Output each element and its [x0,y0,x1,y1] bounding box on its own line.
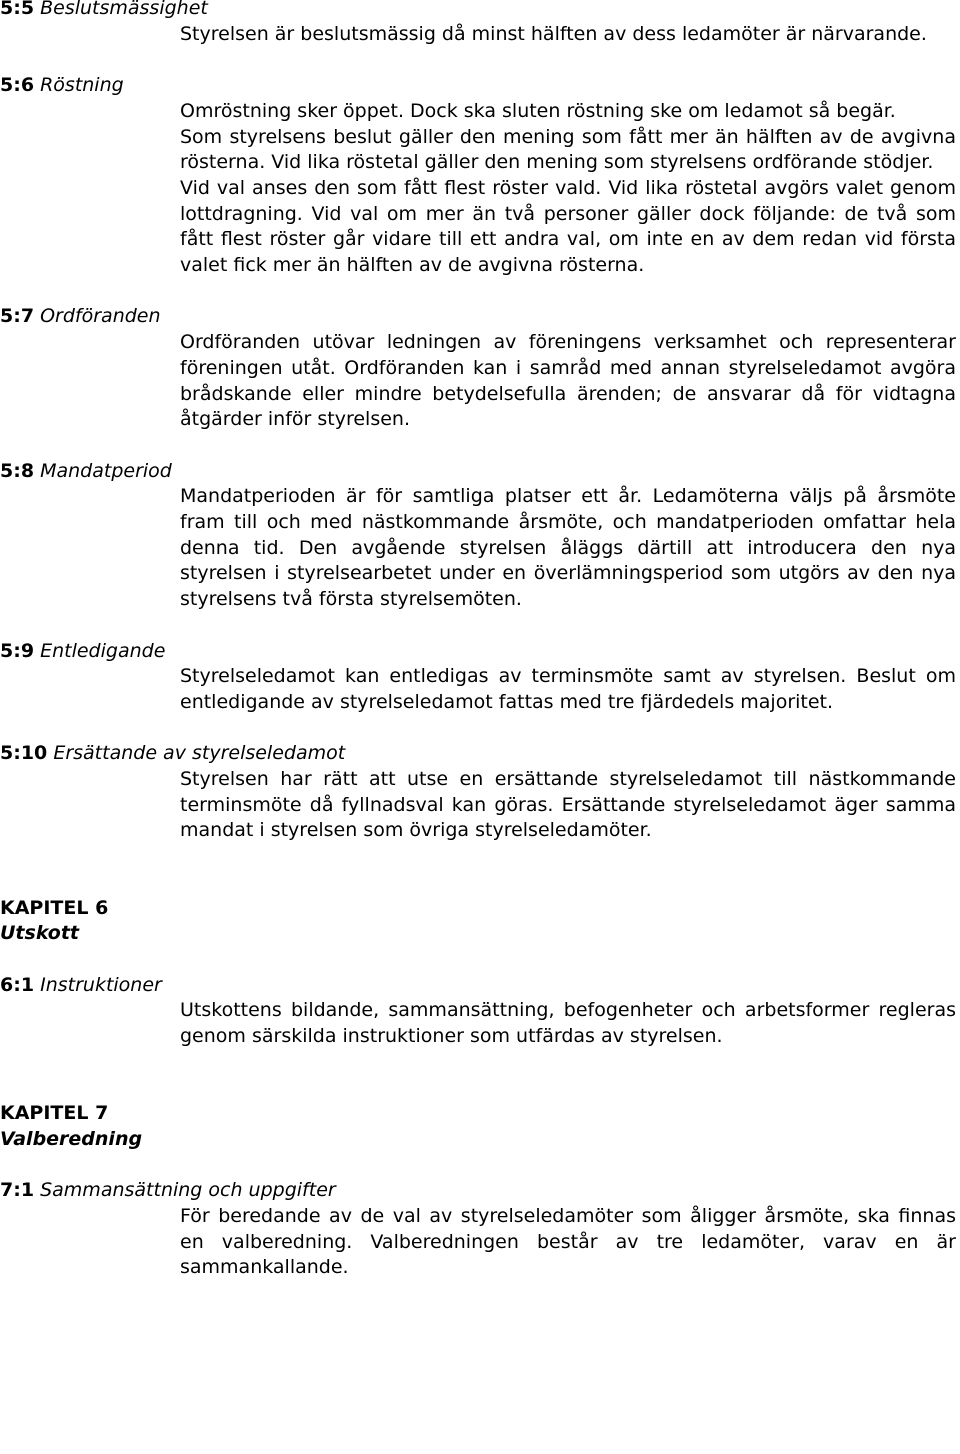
section-number: 5:10 [0,742,48,765]
paragraph: Styrelsen är beslutsmässig då minst hälften av dess ledamöter är närvarande. [180,22,927,45]
section-number: 7:1 [0,1179,35,1202]
section-5-10 [0,741,960,844]
section-title: Röstning [40,74,124,97]
paragraph: Styrelseledamot kan entledigas av terminsmöte samt av styrelsen. Beslut om entledigande av styrelseledamot fattas med tre fjärdedels majoritet. [180,665,956,713]
chapter-heading-7 [0,1101,960,1152]
section-5-6 [0,73,960,279]
section-body [180,484,956,613]
section-heading [0,1178,960,1204]
section-title: Mandatperiod [40,459,172,482]
section-number: 5:6 [0,74,35,97]
section-heading [0,741,960,767]
chapter-title: Valberedning [0,1127,143,1150]
section-heading [0,639,960,665]
section-number: 5:5 [0,0,35,19]
section-heading [0,973,960,999]
section-6-1 [0,973,960,1050]
chapter-number: KAPITEL 6 [0,896,109,919]
section-body [180,22,956,48]
paragraph: Vid val anses den som fått flest röster vald. Vid lika röstetal avgörs valet genom lottdragning. Vid val om mer än två personer gäller dock följande: de två som fått flest röster går vidare till ett andra val, om inte en av dem redan vid första valet fick mer än hälften av de avgivna rösterna. [180,176,956,277]
section-5-9 [0,639,960,716]
section-5-7 [0,304,960,433]
section-title: Instruktioner [40,973,162,996]
chapter-number: KAPITEL 7 [0,1102,109,1125]
section-title: Sammansättning och uppgifter [40,1179,336,1202]
chapter-title: Utskott [0,922,79,945]
section-title: Ordföranden [40,305,161,328]
paragraph: Omröstning sker öppet. Dock ska sluten röstning ske om ledamot så begär. [180,99,896,122]
section-5-8 [0,459,960,613]
section-title: Beslutsmässighet [40,0,208,19]
section-heading [0,304,960,330]
paragraph: Ordföranden utövar ledningen av föreningens verksamhet och representerar föreningen utåt. Ordföranden kan i samråd med annan styrelseledamot avgöra brådskande eller mindre betydelsefulla ärenden; de ansvarar då för vidtagna åtgärder inför styrelsen. [180,331,956,431]
section-heading [0,0,960,22]
section-body [180,767,956,844]
chapter-heading-6 [0,896,960,947]
paragraph: Utskottens bildande, sammansättning, befogenheter och arbetsformer regleras genom särskilda instruktioner som utfärdas av styrelsen. [180,999,956,1047]
paragraph: För beredande av de val av styrelseledamöter som åligger årsmöte, ska finnas en valberedning. Valberedningen består av tre ledamöter, varav en är sammankallande. [180,1204,956,1279]
section-body [180,664,956,715]
paragraph: Som styrelsens beslut gäller den mening som fått mer än hälften av de avgivna rösterna. Vid lika röstetal gäller den mening som styrelsens ordförande stödjer. [180,125,956,174]
section-number: 6:1 [0,973,35,996]
section-title: Ersättande av styrelseledamot [53,742,346,765]
section-number: 5:9 [0,639,35,662]
paragraph: Styrelsen har rätt att utse en ersättande styrelseledamot till nästkommande terminsmöte då fyllnadsval kan göras. Ersättande styrelseledamot äger samma mandat i styrelsen som övriga styrelseledamöter. [180,768,956,842]
section-body [180,99,956,279]
section-body [180,1204,956,1281]
paragraph: Mandatperioden är för samtliga platser ett år. Ledamöterna väljs på årsmöte fram till och med nästkommande årsmöte, och mandatperioden omfattar hela denna tid. Den avgående styrelsen åläggs därtill att introducera den nya styrelsen i styrelsearbetet under en överlämningsperiod som utgörs av den nya styrelsens två första styrelsemöten. [180,485,956,611]
section-5-5 [0,0,960,47]
section-number: 5:8 [0,459,35,482]
section-heading [0,73,960,99]
section-heading [0,459,960,485]
section-7-1 [0,1178,960,1281]
section-title: Entledigande [40,639,166,662]
section-body [180,998,956,1049]
section-number: 5:7 [0,305,35,328]
section-body [180,330,956,433]
